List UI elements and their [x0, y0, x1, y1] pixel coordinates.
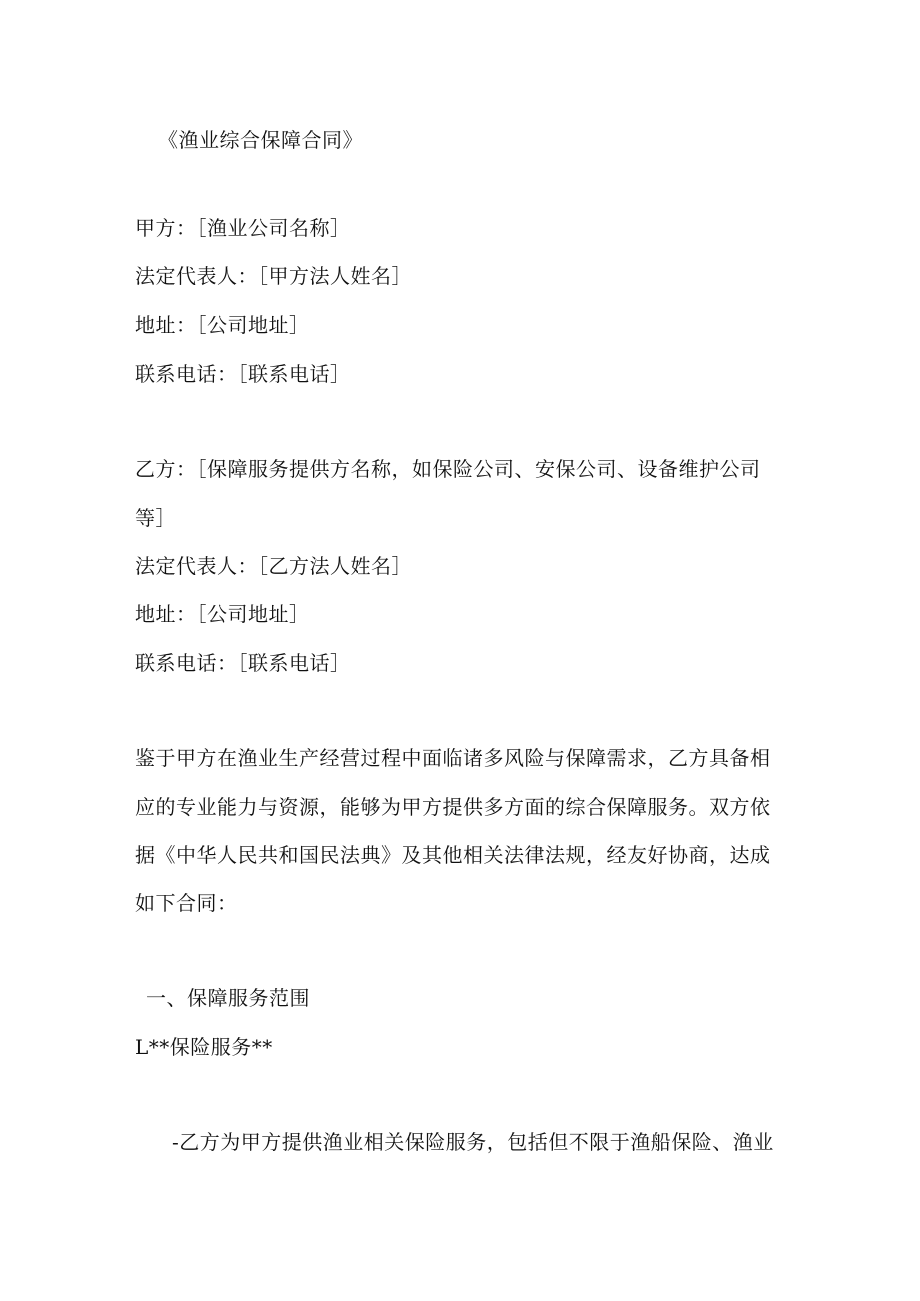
party-b-name-line1: 乙方：［保障服务提供方名称，如保险公司、安保公司、设备维护公司 — [135, 457, 761, 481]
party-b-name-line2: 等］ — [135, 506, 176, 530]
party-a-name: 甲方：［渔业公司名称］ — [135, 216, 351, 240]
party-b-phone: 联系电话：［联系电话］ — [135, 651, 351, 675]
preamble-line-4: 如下合同： — [135, 891, 238, 915]
party-a-phone: 联系电话：［联系电话］ — [135, 362, 351, 386]
preamble-line-2: 应的专业能力与资源，能够为甲方提供多方面的综合保障服务。双方依 — [135, 795, 771, 819]
party-b-representative: 法定代表人：［乙方法人姓名］ — [135, 554, 412, 578]
party-a-representative: 法定代表人：［甲方法人姓名］ — [135, 264, 412, 288]
preamble-line-1: 鉴于甲方在渔业生产经营过程中面临诸多风险与保障需求，乙方具备相 — [135, 746, 771, 770]
party-a-address: 地址：［公司地址］ — [135, 313, 310, 337]
section-heading: 一、保障服务范围 — [146, 986, 310, 1010]
preamble-line-3: 据《中华人民共和国民法典》及其他相关法律法规，经友好协商，达成 — [135, 843, 771, 867]
document-title: 《渔业综合保障合同》 — [158, 128, 363, 152]
section-item-title: L**保险服务** — [135, 1035, 273, 1059]
section-item-text: -乙方为甲方提供渔业相关保险服务，包括但不限于渔船保险、渔业 — [172, 1130, 774, 1154]
party-b-address: 地址：［公司地址］ — [135, 602, 310, 626]
